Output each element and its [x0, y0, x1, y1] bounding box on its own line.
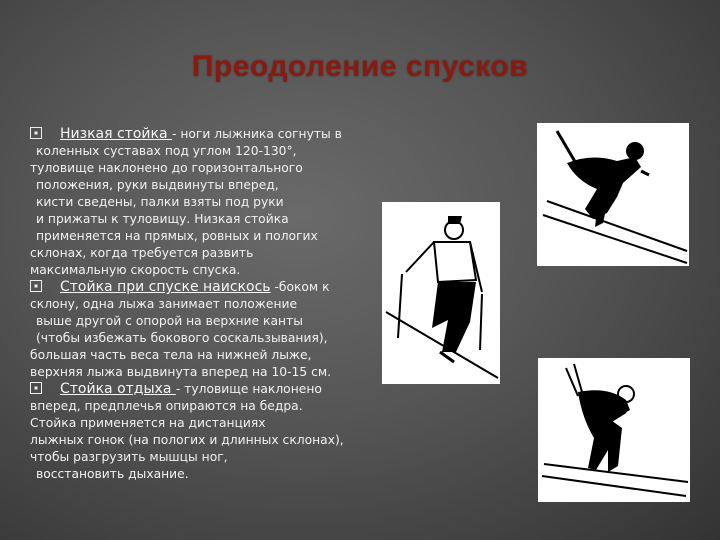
- bullet-3-first-line: [30, 381, 370, 398]
- bullet-2-first-line: [30, 279, 370, 296]
- bullet-2-term: Стойка при спуске наискось: [60, 279, 271, 295]
- bullet-1-first-line: [30, 126, 370, 143]
- bullet-2-rest: -боком к: [270, 280, 330, 294]
- bullet-1-line: максимальную скорость спуска.: [30, 263, 241, 277]
- bullet-1-line: положения, руки выдвинуты вперед,: [36, 178, 279, 192]
- bullet-1-line: и прижаты к туловищу. Низкая стойка: [36, 212, 289, 226]
- skier-low-stance-illustration: [537, 123, 689, 266]
- bullet-3-line: чтобы разгрузить мышцы ног,: [30, 450, 228, 464]
- bullet-2-line: (чтобы избежать бокового соскальзывания),: [36, 331, 328, 345]
- bullet-checkbox-icon: [30, 280, 42, 292]
- bullet-3-line: лыжных гонок (на пологих и длинных склонах),: [30, 433, 344, 447]
- bullet-2-line: верхняя лыжа выдвинута вперед на 10-15 см.: [30, 365, 332, 379]
- bullet-3-term: Стойка отдыха: [60, 381, 176, 397]
- bullet-checkbox-icon: [30, 382, 42, 394]
- bullet-3-line: Стойка применяется на дистанциях: [30, 416, 266, 430]
- bullet-3-line: восстановить дыхание.: [36, 467, 189, 481]
- bullet-2-line: склону, одна лыжа занимает положение: [30, 297, 298, 311]
- bullet-1-line: туловище наклонено до горизонтального: [30, 161, 303, 175]
- bullet-3-line: вперед, предплечья опираются на бедра.: [30, 399, 303, 413]
- slide-body: [30, 126, 370, 483]
- bullet-2-line: выше другой с опорой на верхние канты: [36, 314, 303, 328]
- skier-traverse-stance-illustration: [382, 202, 500, 384]
- skier-rest-stance-illustration: [538, 358, 690, 502]
- bullet-1-line: кисти сведены, палки взяты под руки: [36, 195, 284, 209]
- bullet-3-rest: - туловище наклонено: [175, 382, 322, 396]
- bullet-1-rest: - ноги лыжника согнуты в: [171, 127, 342, 141]
- slide-title: Преодоление спусков: [191, 50, 529, 83]
- bullet-checkbox-icon: [30, 127, 42, 139]
- bullet-1-line: применяется на прямых, ровных и пологих: [36, 229, 318, 243]
- bullet-2-line: большая часть веса тела на нижней лыже,: [30, 348, 312, 362]
- bullet-1-line: склонах, когда требуется развить: [30, 246, 254, 260]
- bullet-1-line: коленных суставах под углом 120-130°,: [36, 144, 297, 158]
- bullet-1-term: Низкая стойка: [60, 126, 172, 142]
